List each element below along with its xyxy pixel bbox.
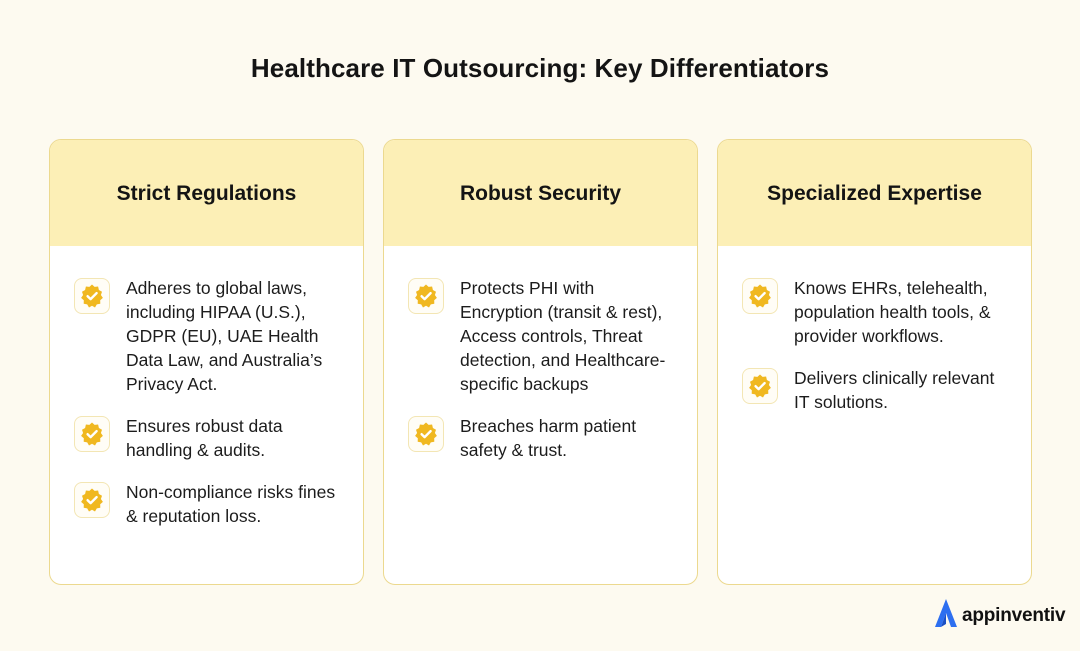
appinventiv-logo-icon <box>932 598 960 633</box>
list-item <box>408 276 677 396</box>
card-strict-regulations <box>49 139 364 585</box>
card-title: Robust Security <box>459 182 622 205</box>
verified-badge-icon <box>742 278 778 314</box>
item-text: Adheres to global laws, including HIPAA (U.S.), GDPR (EU), UAE Health Data Law, and Australia’s Privacy Act. <box>126 278 323 394</box>
card-body <box>718 246 1031 414</box>
item-text: Knows EHRs, telehealth, population health tools, & provider workflows. <box>794 278 991 346</box>
list-item <box>74 480 343 528</box>
card-body <box>384 246 697 462</box>
card-specialized-expertise <box>717 139 1032 585</box>
card-robust-security <box>383 139 698 585</box>
card-header <box>384 140 697 246</box>
card-header <box>718 140 1031 246</box>
verified-badge-icon <box>408 416 444 452</box>
list-item <box>408 414 677 462</box>
verified-badge-icon <box>74 482 110 518</box>
list-item <box>74 276 343 396</box>
list-item <box>74 414 343 462</box>
brand-name: appinventiv <box>962 604 1066 626</box>
list-item <box>742 276 1011 348</box>
item-text: Breaches harm patient safety & trust. <box>460 416 637 460</box>
page-title: Healthcare IT Outsourcing: Key Differentiators <box>250 53 830 83</box>
verified-badge-icon <box>742 368 778 404</box>
card-body <box>50 246 363 528</box>
card-title: Specialized Expertise <box>767 182 982 205</box>
verified-badge-icon <box>74 416 110 452</box>
verified-badge-icon <box>408 278 444 314</box>
verified-badge-icon <box>74 278 110 314</box>
item-text: Delivers clinically relevant IT solutions. <box>794 368 995 412</box>
item-text: Ensures robust data handling & audits. <box>126 416 283 460</box>
item-text: Non-compliance risks fines & reputation loss. <box>126 482 336 526</box>
item-text: Protects PHI with Encryption (transit & rest), Access controls, Threat detection, and Healthcare-specific backups <box>460 278 666 394</box>
card-header <box>50 140 363 246</box>
list-item <box>742 366 1011 414</box>
brand-logo <box>932 598 1065 633</box>
card-title: Strict Regulations <box>116 182 297 205</box>
